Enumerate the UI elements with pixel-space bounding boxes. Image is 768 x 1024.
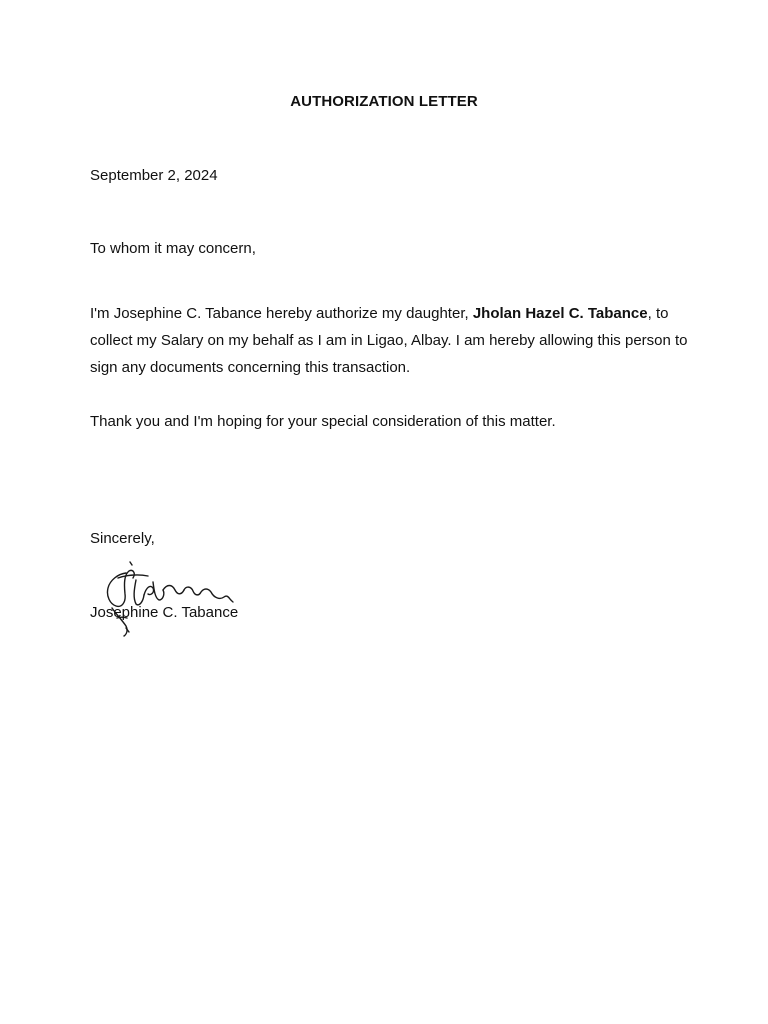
- authorized-person-name: Jholan Hazel C. Tabance: [472, 305, 648, 322]
- body-text-part1: I'm Josephine C. Tabance hereby authorize my daughter,: [90, 305, 473, 322]
- salutation: To whom it may concern,: [90, 240, 256, 257]
- letter-date: September 2, 2024: [90, 167, 218, 184]
- body-paragraph: [90, 300, 690, 381]
- thanks-line: Thank you and I'm hoping for your special consideration of this matter.: [90, 413, 556, 430]
- closing-line: Sincerely,: [90, 530, 155, 547]
- body-text-part2: , to collect my Salary on my behalf as I am in Ligao, Albay. I am hereby allowing this person to sign any documents concerning this transaction.: [90, 305, 688, 376]
- letter-title: AUTHORIZATION LETTER: [290, 93, 478, 110]
- signer-name: Josephine C. Tabance: [90, 604, 239, 621]
